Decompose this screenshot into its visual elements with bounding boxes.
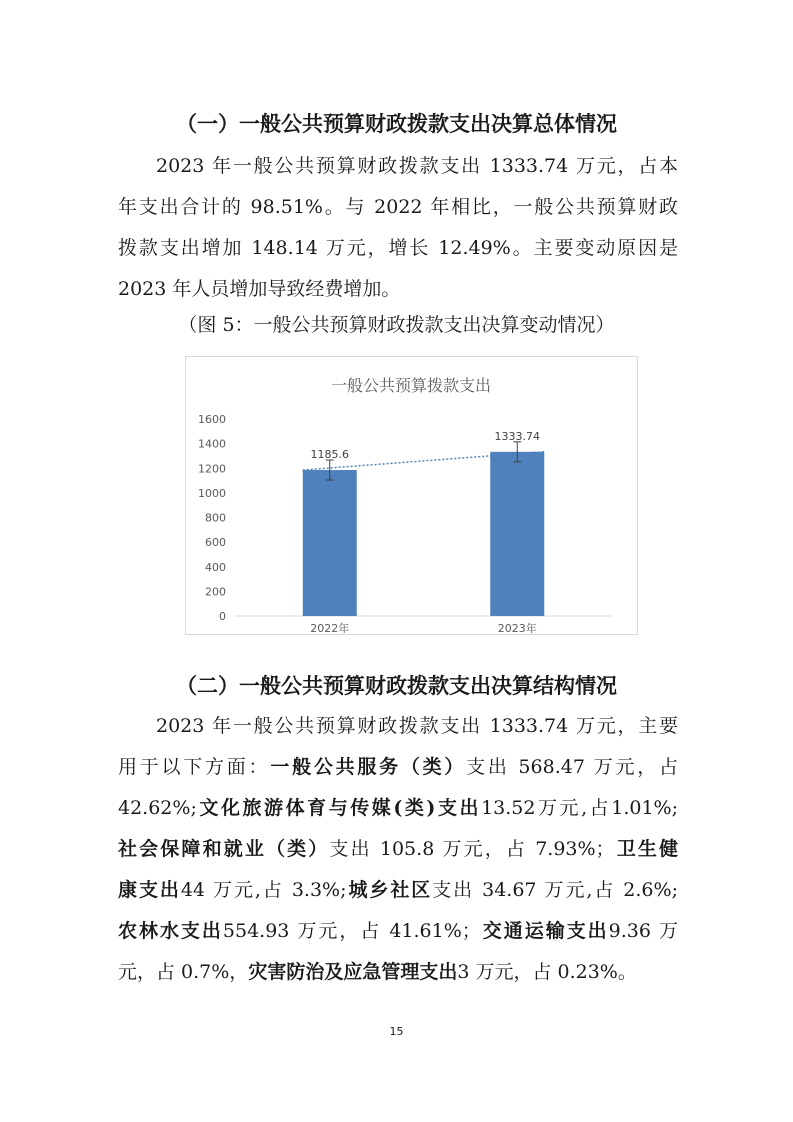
y-tick-label: 0 (219, 610, 226, 623)
bold-run: 卫生健 (614, 838, 678, 860)
paragraph-line (118, 911, 678, 952)
y-tick-label: 800 (205, 511, 226, 525)
bar-chart (185, 356, 638, 635)
y-tick-label: 1600 (198, 413, 226, 426)
section2-paragraph (118, 706, 678, 993)
bold-run: 文化旅游体育与传媒(类)支出 (196, 797, 482, 819)
page-number: 15 (389, 1025, 404, 1038)
bar (490, 452, 544, 616)
bar (303, 470, 357, 616)
section1-heading: （一）一般公共预算财政拨款支出决算总体情况 (176, 111, 617, 136)
paragraph-line: 2023 年一般公共预算财政拨款支出 1333.74 万元，占本 (156, 155, 678, 177)
bar-series (303, 452, 545, 616)
paragraph-line (118, 788, 678, 829)
bold-run: 交通运输支出 (480, 920, 609, 942)
text-run: 3 万元，占 0.23%。 (457, 961, 637, 983)
y-tick-label: 1000 (198, 486, 226, 500)
paragraph-line (118, 829, 678, 870)
section2-heading: （二）一般公共预算财政拨款支出决算结构情况 (176, 673, 617, 698)
text-run: 9.36 万 (608, 920, 678, 942)
text-run: 554.93 万元，占 41.61%； (222, 920, 481, 942)
bold-run: 农林水支出 (118, 920, 223, 942)
text-run: 支出 568.47 万元，占 (466, 756, 678, 778)
text-run: 42.62%; (118, 797, 197, 819)
paragraph-line (118, 952, 678, 993)
y-tick-label: 600 (205, 536, 226, 550)
y-tick-label: 1200 (198, 462, 226, 476)
paragraph-line (118, 747, 678, 788)
data-label: 1185.6 (310, 448, 349, 462)
text-run: 用于以下方面： (118, 756, 271, 778)
text-run: 44 万元,占 3.3%; (180, 879, 347, 901)
y-tick-label: 200 (205, 585, 226, 599)
text-run: 支出 105.8 万元，占 7.93%； (329, 838, 615, 860)
paragraph-line: 年支出合计的 98.51%。与 2022 年相比，一般公共预算财政 (118, 196, 678, 218)
chart-title: 一般公共预算拨款支出 (330, 376, 492, 395)
bold-run: 城乡社区 (346, 879, 433, 901)
text-run: 支出 34.67 万元,占 2.6%; (432, 879, 678, 901)
bold-run: 灾害防治及应急管理支出 (248, 961, 458, 983)
y-axis-ticks (198, 413, 226, 623)
section1-paragraph (118, 146, 678, 310)
text-run: 2023 年一般公共预算财政拨款支出 1333.74 万元，主要 (156, 715, 678, 737)
figure-caption: （图 5：一般公共预算财政拨款支出决算变动情况） (178, 314, 615, 336)
text-run: 元，占 0.7%， (118, 961, 249, 983)
chart-svg (186, 357, 637, 634)
x-category-label: 2023年 (497, 622, 537, 634)
x-axis-categories (310, 621, 537, 634)
paragraph-line (118, 870, 678, 911)
bold-run: 康支出 (118, 879, 181, 901)
paragraph-line (118, 706, 678, 747)
y-tick-label: 400 (205, 560, 226, 574)
data-label: 1333.74 (494, 429, 540, 443)
paragraph-line: 拨款支出增加 148.14 万元，增长 12.49%。主要变动原因是 (118, 237, 678, 259)
paragraph-line: 2023 年人员增加导致经费增加。 (118, 278, 401, 300)
bold-run: 一般公共服务（类） (270, 756, 467, 778)
x-category-label: 2022年 (310, 622, 350, 634)
y-tick-label: 1400 (198, 437, 226, 451)
bold-run: 社会保障和就业（类） (118, 838, 330, 860)
text-run: 13.52万元,占1.01%; (481, 797, 678, 819)
